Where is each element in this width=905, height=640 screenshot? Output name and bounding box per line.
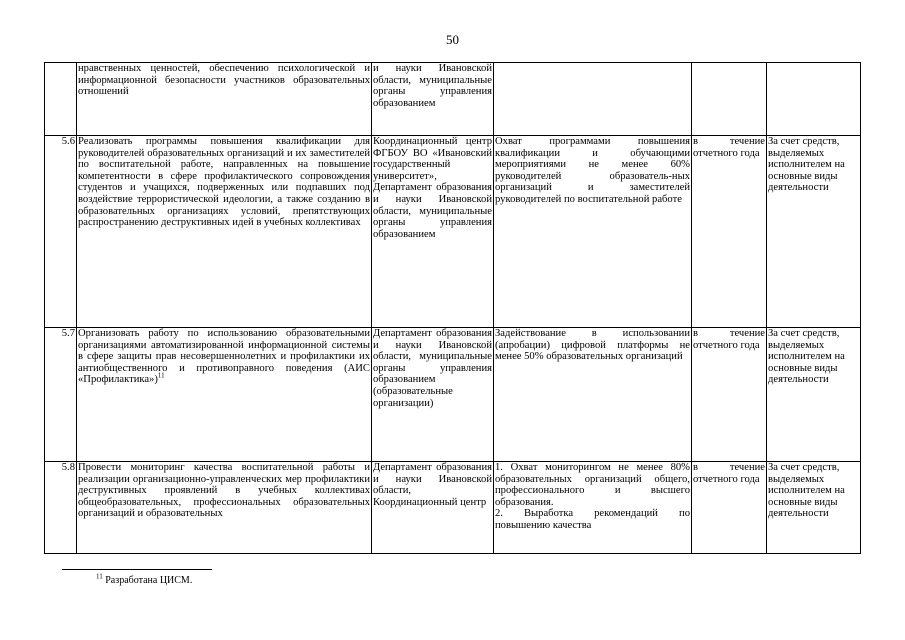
- table-row: [45, 136, 861, 328]
- executors-cell: Департамент образования и науки Ивановской области, муниципальные органы управления образованием (образовательные организации): [372, 328, 494, 462]
- footnote-text: Разработана ЦИСМ.: [105, 575, 193, 586]
- table-row: [45, 63, 861, 136]
- footnote-divider: [62, 569, 212, 570]
- footnote-mark: 11: [96, 572, 103, 581]
- footnote-ref: 11: [157, 371, 165, 380]
- term-cell: в течение отчетного года: [692, 136, 767, 328]
- activity-text: Организовать работу по использованию образовательными организациями автоматизированной информационной системы в сфере защиты прав несовершеннолетних и профилактики их антиобщественного и противоправного поведения (АИС «Профилактика»): [78, 328, 370, 386]
- funding-cell: За счет средств, выделяемых исполнителем на основные виды деятельности: [767, 328, 861, 462]
- indicator-cell: [494, 462, 692, 554]
- indicator-item: 2. Выработка рекомендаций по повышению качества: [495, 508, 690, 531]
- funding-cell: За счет средств, выделяемых исполнителем на основные виды деятельности: [767, 462, 861, 554]
- activity-cell: Провести мониторинг качества воспитательной работы и реализации организационно-управленческих мер профилактики деструктивных проявлений в учебных коллективах общеобразовательных, профессиональных образовательных организаций и образовательных: [77, 462, 372, 554]
- row-number: 5.8: [45, 462, 77, 554]
- indicator-cell: [494, 63, 692, 136]
- table-row: [45, 462, 861, 554]
- term-cell: в течение отчетного года: [692, 328, 767, 462]
- footnote: [96, 572, 193, 586]
- row-number: 5.7: [45, 328, 77, 462]
- indicator-cell: Задействование в использовании (апробации) цифровой платформы не менее 50% образовательных организаций: [494, 328, 692, 462]
- executors-cell: Департамент образования и науки Ивановской области, Координационный центр: [372, 462, 494, 554]
- executors-cell: Координационный центр ФГБОУ ВО «Ивановский государственный университет», Департамент образования и науки Ивановской области, муниципальные органы управления образованием: [372, 136, 494, 328]
- term-cell: [692, 63, 767, 136]
- row-number: 5.6: [45, 136, 77, 328]
- page-number: 50: [446, 32, 459, 47]
- activity-cell: нравственных ценностей, обеспечению психологической и информационной безопасности участников образовательных отношений: [77, 63, 372, 136]
- indicator-cell: Охват программами повышения квалификации и обучающими мероприятиями не менее 60% руководителей образователь-ных организаций и заместителей руководителей по воспитательной работе: [494, 136, 692, 328]
- activity-cell: Реализовать программы повышения квалификации для руководителей образовательных организаций и их заместителей по воспитательной работе, направленных на повышение компетентности в сфере профилактического сопровождения студентов и учащихся, подверженных или подпавших под воздействие террористической идеологии, а также созданию в образовательных организациях условий, препятствующих распространению деструктивных идей в учебных коллективах: [77, 136, 372, 328]
- table-row: [45, 328, 861, 462]
- row-number: [45, 63, 77, 136]
- indicator-item: 1. Охват мониторингом не менее 80% образовательных организаций общего, профессионального и высшего образования.: [495, 462, 690, 508]
- executors-cell: и науки Ивановской области, муниципальные органы управления образованием: [372, 63, 494, 136]
- funding-cell: За счет средств, выделяемых исполнителем на основные виды деятельности: [767, 136, 861, 328]
- term-cell: в течение отчетного года: [692, 462, 767, 554]
- funding-cell: [767, 63, 861, 136]
- plan-table: [44, 62, 861, 554]
- activity-cell: [77, 328, 372, 462]
